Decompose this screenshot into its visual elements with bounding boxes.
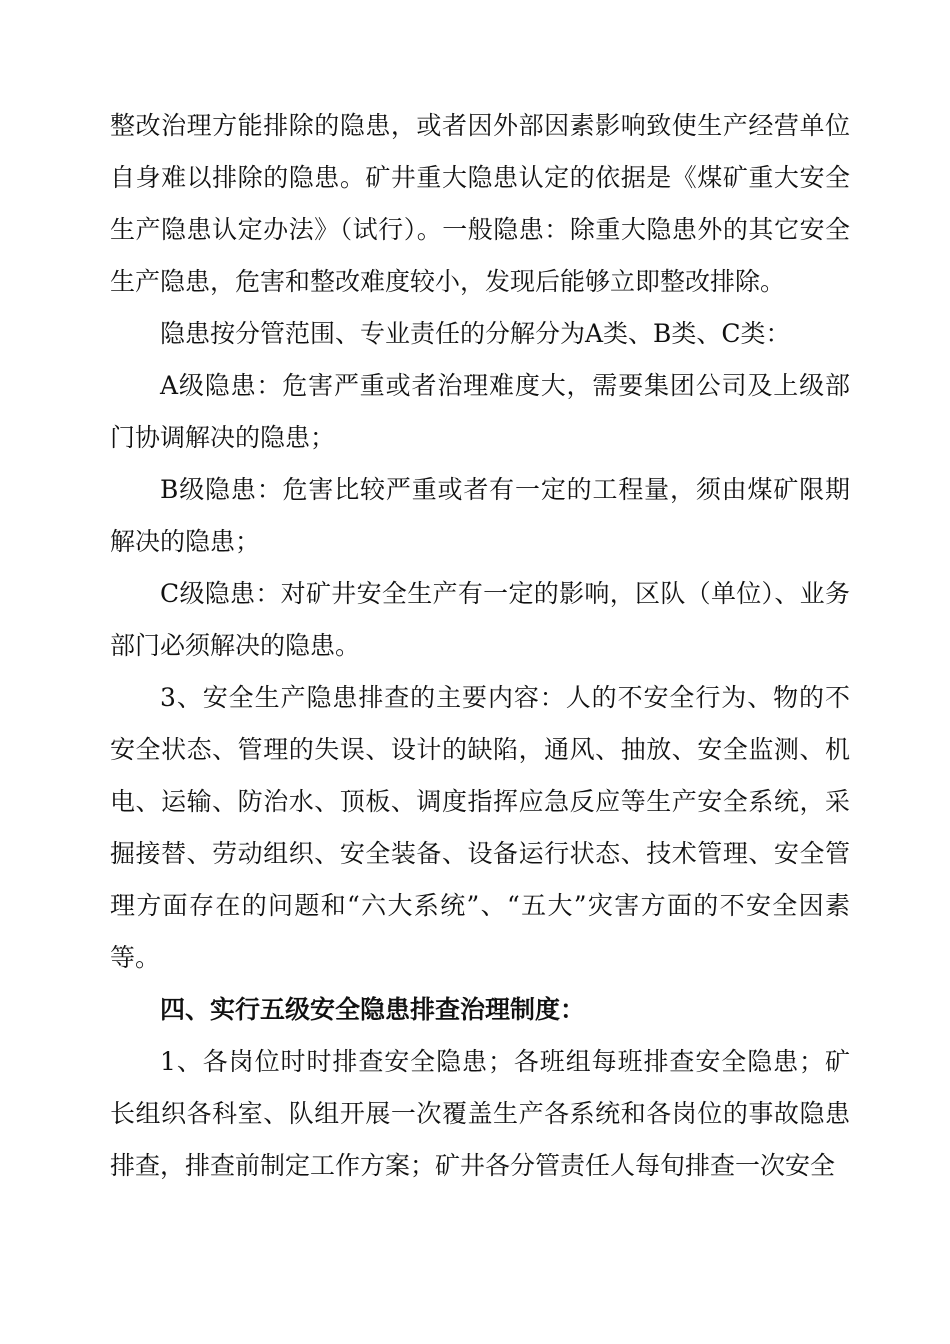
paragraph-inspection-content: 3、安全生产隐患排查的主要内容：人的不安全行为、物的不安全状态、管理的失误、设计的缺陷，通风、抽放、安全监测、机电、运输、防治水、顶板、调度指挥应急反应等生产安全系统，采掘接替、劳动组织、安全装备、设备运行状态、技术管理、安全管理方面存在的问题和“六大系统”、“五大”灾害方面的不安全因素等。 — [110, 683, 850, 972]
document-page — [110, 100, 850, 1192]
paragraph-class-b-hazard: B级隐患：危害比较严重或者有一定的工程量，须由煤矿限期解决的隐患； — [110, 475, 850, 556]
section-heading-five-level-system: 四、实行五级安全隐患排查治理制度： — [160, 995, 586, 1024]
paragraph-hazard-classification: 隐患按分管范围、专业责任的分解分为A类、B类、C类： — [160, 319, 791, 348]
paragraph-five-level-inspection: 1、各岗位时时排查安全隐患；各班组每班排查安全隐患；矿长组织各科室、队组开展一次覆盖生产各系统和各岗位的事故隐患排查，排查前制定工作方案；矿井各分管责任人每旬排查一次安全 — [110, 1047, 850, 1180]
paragraph-class-a-hazard: A级隐患：危害严重或者治理难度大，需要集团公司及上级部门协调解决的隐患； — [110, 371, 850, 452]
paragraph-class-c-hazard: C级隐患：对矿井安全生产有一定的影响，区队（单位）、业务部门必须解决的隐患。 — [110, 579, 850, 660]
paragraph-major-and-general-hazard: 整改治理方能排除的隐患，或者因外部因素影响致使生产经营单位自身难以排除的隐患。矿井重大隐患认定的依据是《煤矿重大安全生产隐患认定办法》（试行）。一般隐患：除重大隐患外的其它安全生产隐患，危害和整改难度较小，发现后能够立即整改排除。 — [110, 111, 850, 296]
